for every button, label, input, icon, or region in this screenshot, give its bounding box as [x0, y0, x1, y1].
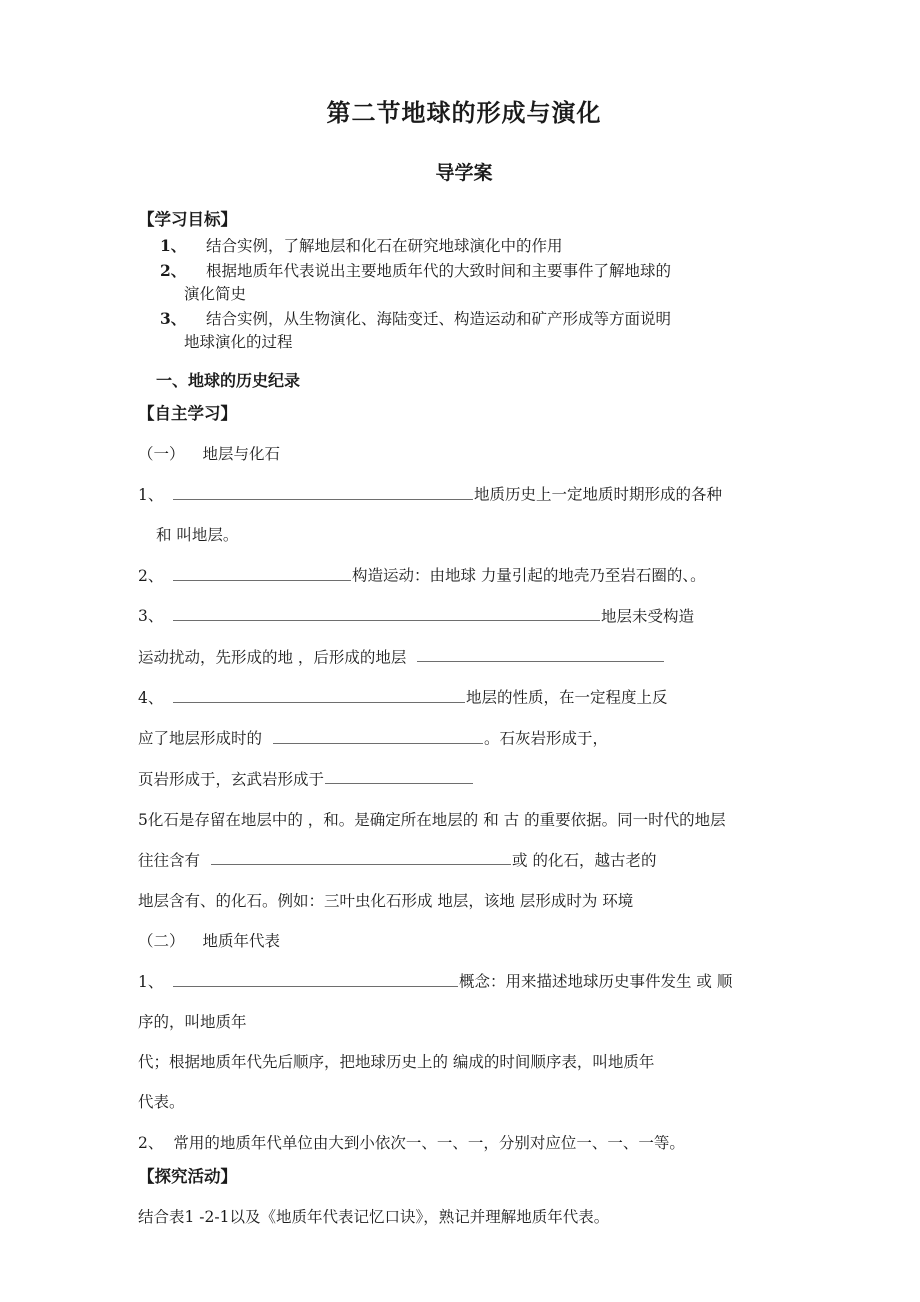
question-text: 或 的化石，越古老的: [512, 851, 657, 870]
question-5-line-1: 5化石是存留在地层中的 ，和。是确定所在地层的 和 古 的重要依据。同一时代的地层: [138, 810, 726, 829]
part-b-heading: [138, 913, 790, 953]
part-b-title: 地质年代表: [202, 931, 281, 950]
part-b-question-1: [138, 953, 790, 994]
self-study-heading: 【自主学习】: [138, 404, 237, 424]
fill-in-blank[interactable]: [211, 849, 511, 866]
part-b-question-2: [138, 1115, 790, 1155]
question-text: 往往含有: [138, 851, 201, 870]
question-number: 2、: [138, 566, 164, 585]
page-subtitle: 导学案: [435, 161, 493, 184]
objective-text-continued: 地球演化的过程: [184, 333, 293, 352]
objective-number: 1、: [160, 236, 187, 256]
question-number: 4、: [138, 688, 164, 707]
question-4-line-3: [138, 751, 790, 792]
fill-in-blank[interactable]: [325, 768, 473, 785]
objective-text: 根据地质年代表说出主要地质年代的大致时间和主要事件了解地球的: [206, 261, 672, 280]
part-b-question-1-line-3: 代；根据地质年代先后顺序，把地球历史上的 编成的时间顺序表，叫地质年: [138, 1053, 655, 1072]
list-item: [138, 307, 790, 355]
question-text: 地质历史上一定地质时期形成的各种: [474, 485, 723, 504]
part-b-question-1-line-4: 代表。: [138, 1093, 185, 1112]
question-text: 地层的性质，在一定程度上反: [466, 688, 668, 707]
part-a-heading: [138, 426, 790, 466]
question-text: 构造运动：由地球 力量引起的地壳乃至岩石圈的、。: [352, 566, 706, 585]
inquiry-text: 结合表1 -2-1以及《地质年代表记忆口诀》，熟记并理解地质年代表。: [138, 1207, 610, 1226]
question-number: 1、: [138, 485, 164, 504]
objective-text: 结合实例，了解地层和化石在研究地球演化中的作用: [206, 237, 563, 256]
fill-in-blank[interactable]: [173, 564, 351, 581]
objective-text-continued: 演化简史: [184, 285, 247, 304]
learning-objectives-list: [138, 232, 790, 355]
objective-text: 结合实例，从生物演化、海陆变迁、构造运动和矿产形成等方面说明: [206, 309, 672, 328]
question-1-line-2: 和 叫地层。: [156, 525, 239, 544]
question-5-line-2: [138, 832, 790, 873]
objective-number: 2、: [160, 260, 187, 280]
fill-in-blank[interactable]: [273, 727, 483, 744]
question-text: 。石灰岩形成于，: [484, 729, 609, 748]
objective-number: 3、: [160, 308, 187, 328]
question-2: [138, 547, 790, 588]
part-b-question-1-line-2: 序的，叫地质年: [138, 1012, 247, 1031]
part-b-label: （二）: [138, 931, 185, 950]
question-text: 页岩形成于，玄武岩形成于: [138, 770, 325, 789]
question-4-line-2: [138, 710, 790, 751]
question-text: 应了地层形成时的: [138, 729, 263, 748]
list-item: [138, 259, 790, 307]
learning-objectives-heading: 【学习目标】: [138, 210, 237, 230]
fill-in-blank[interactable]: [173, 686, 465, 703]
question-text: 地层未受构造: [601, 607, 695, 626]
page-title: 第二节地球的形成与演化: [326, 98, 602, 127]
document-content: [138, 78, 790, 1229]
fill-in-blank[interactable]: [173, 970, 458, 987]
fill-in-blank[interactable]: [173, 483, 473, 500]
question-5-line-3: 地层含有、的化石。例如：三叶虫化石形成 地层，该地 层形成时为 环境: [138, 891, 634, 910]
fill-in-blank[interactable]: [173, 605, 600, 622]
question-text: 概念：用来描述地球历史事件发生 或 顺: [459, 972, 733, 991]
question-text: 常用的地质年代单位由大到小依次一、一、一，分别对应位一、一、一等。: [173, 1133, 685, 1152]
section-one-heading: 一、地球的历史纪录: [156, 370, 301, 390]
question-3-line-2: [138, 629, 790, 670]
inquiry-heading: 【探究活动】: [138, 1166, 237, 1186]
question-number: 3、: [138, 607, 164, 626]
question-4: [138, 669, 790, 710]
question-3: [138, 588, 790, 629]
part-a-title: 地层与化石: [202, 444, 281, 463]
question-text: 运动扰动，先形成的地 ，后形成的地层: [138, 648, 407, 667]
question-number: 1、: [138, 972, 164, 991]
fill-in-blank[interactable]: [417, 646, 664, 663]
list-item: [138, 234, 790, 259]
question-number: 2、: [138, 1133, 164, 1152]
part-a-label: （一）: [138, 444, 185, 463]
question-1: [138, 466, 790, 507]
